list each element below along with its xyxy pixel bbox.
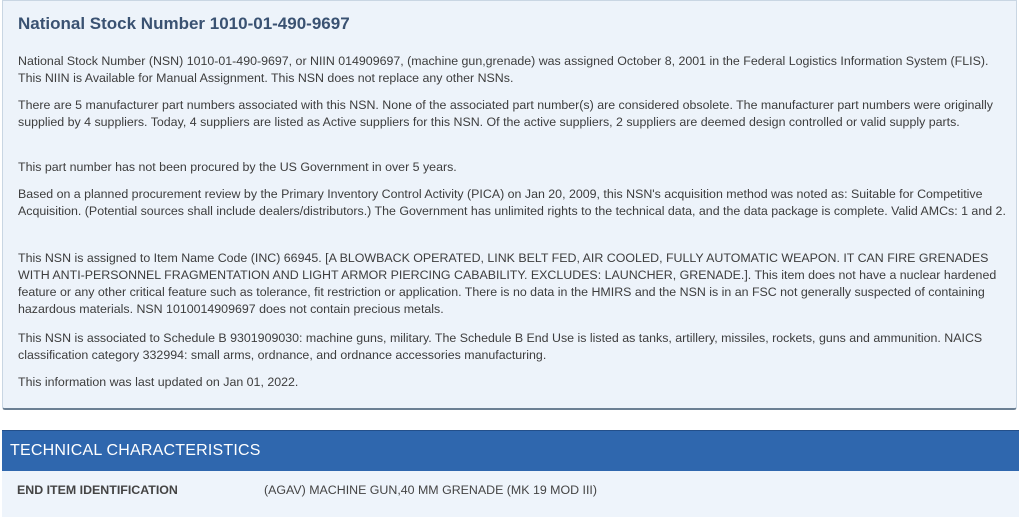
summary-paragraph-acquisition: Based on a planned procurement review by the Primary Inventory Control Activity (PICA) on Jan 20, 2009, this NSN's acquisition method was noted as: Suitable for Competitive Acquisition. (Potential sources shall include dealers/distributors.) The Government has unlimited rights to the technical data, and the data package is complete. Valid AMCs: 1 and 2. xyxy=(18,187,1006,218)
summary-paragraph-last-updated: This information was last updated on Jan 01, 2022. xyxy=(18,375,299,389)
page-title: National Stock Number 1010-01-490-9697 xyxy=(18,14,350,33)
summary-paragraph-schedule-b: This NSN is associated to Schedule B 9301909030: machine guns, military. The Schedule B End Use is listed as tanks, artillery, missiles, rockets, guns and ammunition. NAICS classification category 332994: small arms, ordnance, and ordnance accessories manufacturing. xyxy=(18,331,983,362)
table-row xyxy=(2,471,1019,517)
summary-paragraph-part-numbers: There are 5 manufacturer part numbers associated with this NSN. None of the associated part number(s) are considered obsolete. The manufacturer part numbers were originally supplied by 4 suppliers. Today, 4 suppliers are listed as Active suppliers for this NSN. Of the active suppliers, 2 suppliers are deemed design controlled or valid supply parts. xyxy=(18,98,993,129)
tech-row-label: END ITEM IDENTIFICATION xyxy=(17,483,178,497)
summary-paragraph-assignment: National Stock Number (NSN) 1010-01-490-9697, or NIIN 014909697, (machine gun,grenade) was assigned October 8, 2001 in the Federal Logistics Information System (FLIS). This NIIN is Available for Manual Assignment. This NSN does not replace any other NSNs. xyxy=(18,54,989,85)
nsn-summary-panel xyxy=(2,0,1017,410)
summary-paragraph-item-name-code: This NSN is assigned to Item Name Code (INC) 66945. [A BLOWBACK OPERATED, LINK BELT FED, AIR COOLED, FULLY AUTOMATIC WEAPON. IT CAN FIRE GRENADES WITH ANTI-PERSONNEL FRAGMENTATION AND LIGHT ARMOR PIERCING CABABILITY. EXCLUDES: LAUNCHER, GRENADE.]. This item does not have a nuclear hardened feature or any other critical feature such as tolerance, fit restriction or application. There is no data in the HMIRS and the NSN is in an FSC not generally suspected of containing hazardous materials. NSN 1010014909697 does not contain precious metals. xyxy=(18,251,997,316)
technical-characteristics-header: TECHNICAL CHARACTERISTICS xyxy=(2,430,1019,471)
summary-paragraph-procurement: This part number has not been procured by the US Government in over 5 years. xyxy=(18,160,457,174)
tech-row-value: (AGAV) MACHINE GUN,40 MM GRENADE (MK 19 MOD III) xyxy=(264,483,597,497)
